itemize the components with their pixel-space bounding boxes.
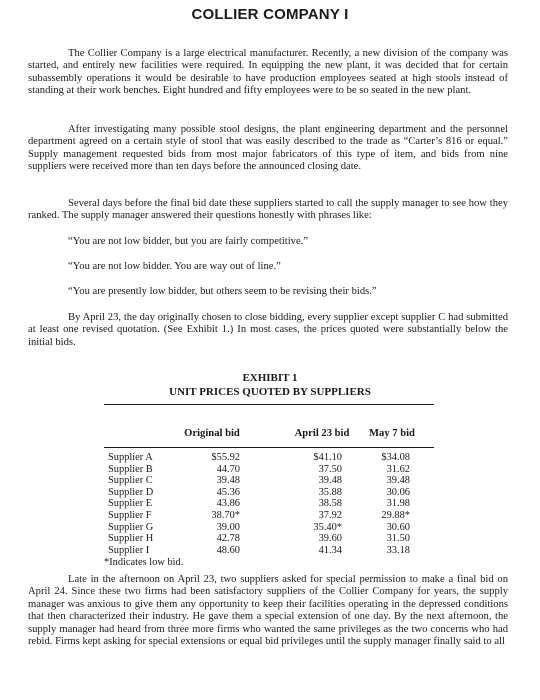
paragraph-intro: The Collier Company is a large electrical manufacturer. Recently, a new division of the company was started, and entirely new facilities were required. In equipping the new plant, it was decided that for certain subassembly operations it would be desirable to have production employees seated at high stools instead of standing at their work benches. Eight hundred and fifty employees were to be so seated in the new plant. [28, 48, 508, 97]
exhibit-top-rule [104, 404, 434, 405]
quote-presently-low: “You are presently low bidder, but others seem to be revising their bids.” [68, 286, 377, 297]
column-header-april-23-bid: April 23 bid [294, 428, 350, 439]
original-bid: $55.92 [211, 452, 240, 463]
exhibit-label: EXHIBIT 1 [242, 372, 298, 384]
table-row [100, 522, 430, 534]
original-bid: 43.86 [216, 498, 240, 510]
table-row [100, 498, 430, 510]
paragraph-special-extension: Late in the afternoon on April 23, two suppliers asked for special permission to make a final bid on April 24. Since these two firms had been satisfactory suppliers of the Collier Company for years, the supply manager was anxious to give them any opportunity to keep their facilities operating in the depressed conditions that then characterized their industry. He gave them a special extension of one day. By the next afternoon, the supply manager had heard from three more firms who wanted the same privileges as the two concerns who had rebid. Firms kept asking for special extensions or equal bid privileges until the supply manager finally said to all [28, 574, 508, 648]
exhibit-heading: UNIT PRICES QUOTED BY SUPPLIERS [169, 386, 371, 398]
april-23-bid: 38.58 [318, 498, 342, 510]
table-row [100, 475, 430, 487]
original-bid: 48.60 [216, 544, 240, 556]
april-23-bid: 41.34 [318, 544, 342, 556]
may-7-bid: 31.62 [386, 463, 410, 475]
table-row [100, 510, 430, 522]
table-row [100, 533, 430, 545]
exhibit-header-rule [104, 447, 434, 448]
original-bid: 39.00 [216, 521, 240, 533]
may-7-bid: 30.60 [386, 521, 410, 533]
table-row [100, 464, 430, 476]
original-bid: 44.70 [216, 463, 240, 475]
supplier-name: Supplier B [108, 463, 153, 475]
may-7-bid: 33.18 [386, 544, 410, 556]
table-row [100, 487, 430, 499]
original-bid: 39.48 [216, 475, 240, 487]
may-7-bid: $34.08 [381, 452, 410, 463]
april-23-bid: 39.60 [318, 533, 342, 545]
supplier-name: Supplier A [108, 452, 153, 463]
supplier-name: Supplier C [108, 475, 153, 487]
paragraph-stool-design: After investigating many possible stool designs, the plant engineering department and the personnel department agreed on a certain style of stool that was easily described to the trade as “Carter’s 816 or equal.” Supply management requested bids from most major fabricators of this type of item, and bids from nine suppliers were received more than ten days before the announced closing date. [28, 124, 508, 173]
supplier-name: Supplier E [108, 498, 153, 510]
paragraph-april-23: By April 23, the day originally chosen to close bidding, every supplier except supplier C had submitted at least one revised quotation. (See Exhibit 1.) In most cases, the prices quoted were substantially below the initial bids. [28, 312, 508, 348]
april-23-bid: $41.10 [313, 452, 342, 463]
original-bid: 38.70* [211, 509, 240, 521]
april-23-bid: 39.48 [318, 475, 342, 487]
table-row [100, 545, 430, 557]
original-bid: 45.36 [216, 486, 240, 498]
column-header-original-bid: Original bid [184, 428, 240, 439]
paragraph-supplier-calls: Several days before the final bid date these suppliers started to call the supply manager to see how they ranked. The supply manager answered their questions honestly with phrases like: [28, 198, 508, 222]
table-row [100, 452, 430, 464]
april-23-bid: 37.92 [318, 509, 342, 521]
page-title: COLLIER COMPANY I [191, 6, 349, 23]
quote-fairly-competitive: “You are not low bidder, but you are fairly competitive.” [68, 236, 309, 247]
may-7-bid: 30.06 [386, 486, 410, 498]
april-23-bid: 35.40* [313, 521, 342, 533]
may-7-bid: 31.50 [386, 533, 410, 545]
may-7-bid: 31.98 [386, 498, 410, 510]
supplier-name: Supplier H [108, 533, 154, 545]
may-7-bid: 29.88* [381, 509, 410, 521]
column-header-may-7-bid: May 7 bid [369, 428, 415, 439]
supplier-name: Supplier F [108, 509, 152, 521]
supplier-name: Supplier D [108, 486, 154, 498]
supplier-name: Supplier I [108, 544, 150, 556]
may-7-bid: 39.48 [386, 475, 410, 487]
original-bid: 42.78 [216, 533, 240, 545]
april-23-bid: 37.50 [318, 463, 342, 475]
bid-table [100, 452, 430, 556]
low-bid-footnote: *Indicates low bid. [104, 557, 184, 568]
quote-out-of-line: “You are not low bidder. You are way out of line.” [68, 261, 281, 272]
april-23-bid: 35.88 [318, 486, 342, 498]
supplier-name: Supplier G [108, 521, 154, 533]
